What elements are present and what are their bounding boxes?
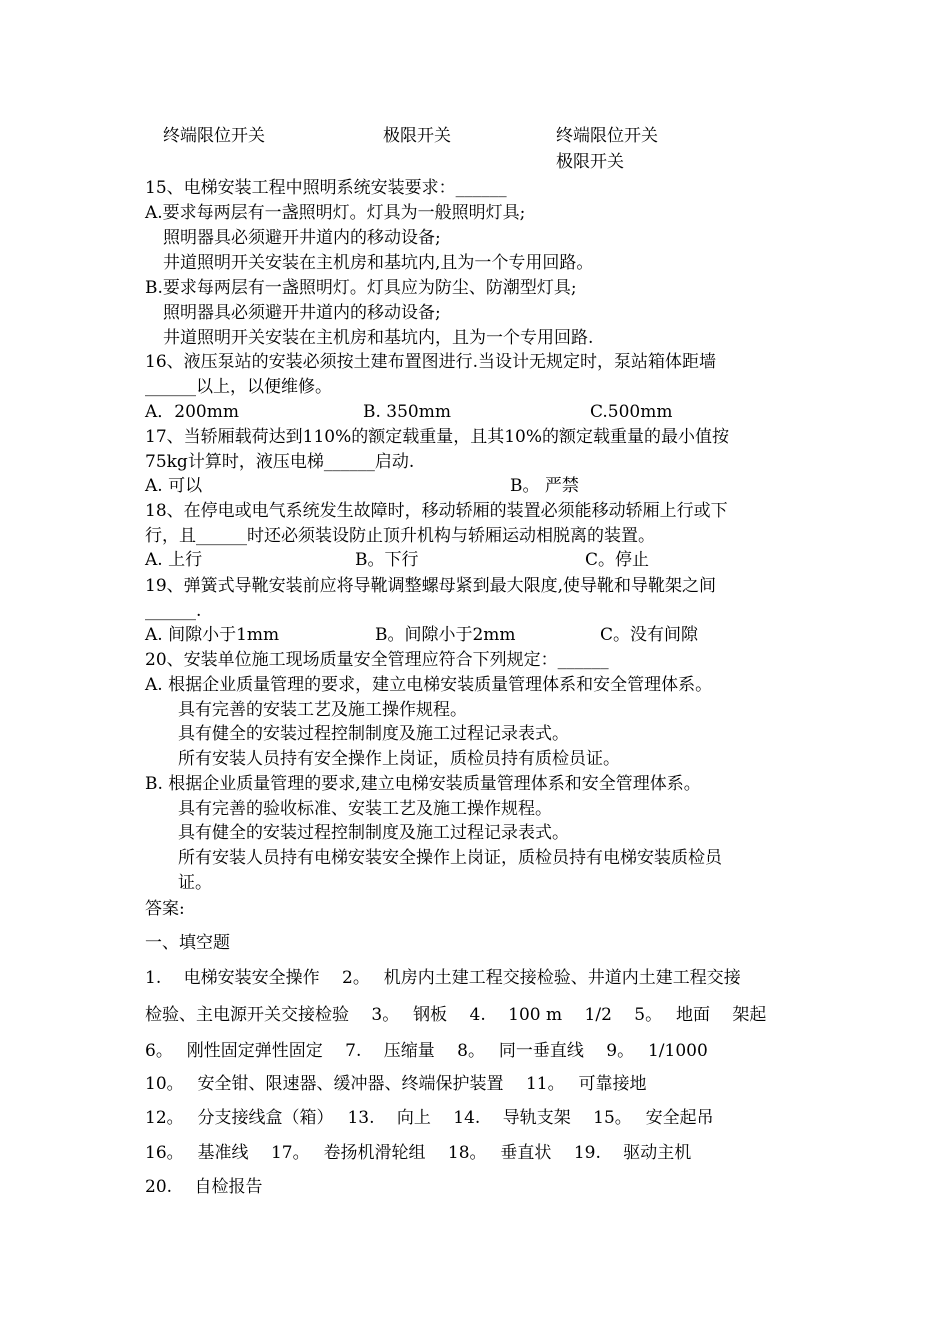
text-line: 证。 xyxy=(178,873,212,893)
text-line: A. 上行 xyxy=(145,550,203,570)
text-line: B. 350mm xyxy=(363,402,451,422)
text-line: A. 根据企业质量管理的要求，建立电梯安装质量管理体系和安全管理体系。 xyxy=(145,675,713,695)
text-line: 具有健全的安装过程控制制度及施工过程记录表式。 xyxy=(178,823,569,843)
text-line: A.要求每两层有一盏照明灯。灯具为一般照明灯具; xyxy=(145,203,526,223)
text-line: 一、填空题 xyxy=(145,933,230,953)
text-line: 10。 安全钳、限速器、缓冲器、终端保护装置 11。 可靠接地 xyxy=(145,1074,647,1094)
text-line: 15、电梯安装工程中照明系统安装要求：______ xyxy=(145,178,507,198)
text-line: ______以上，以便维修。 xyxy=(145,377,332,397)
text-line: 终端限位开关 xyxy=(556,126,658,146)
text-line: 行，且______时还必须装设防止顶升机构与轿厢运动相脱离的装置。 xyxy=(145,526,655,546)
text-line: 具有完善的验收标准、安装工艺及施工操作规程。 xyxy=(178,799,552,819)
text-line: 1. 电梯安装安全操作 2。 机房内土建工程交接检验、井道内土建工程交接 xyxy=(145,968,741,988)
text-line: C.500mm xyxy=(590,402,673,422)
text-line: 所有安装人员持有电梯安装安全操作上岗证，质检员持有电梯安装质检员 xyxy=(178,848,722,868)
text-line: A. 可以 xyxy=(145,476,203,496)
text-line: 极限开关 xyxy=(383,126,451,146)
text-line: 井道照明开关安装在主机房和基坑内，且为一个专用回路. xyxy=(163,328,594,348)
text-line: C。没有间隙 xyxy=(600,625,699,645)
text-line: C。停止 xyxy=(585,550,650,570)
text-line: B. 根据企业质量管理的要求,建立电梯安装质量管理体系和安全管理体系。 xyxy=(145,774,701,794)
text-line: 检验、主电源开关交接检验 3。 钢板 4. 100 m 1/2 5。 地面 架起 xyxy=(145,1005,767,1025)
text-line: 具有完善的安装工艺及施工操作规程。 xyxy=(178,700,467,720)
text-line: 75kg计算时，液压电梯______启动. xyxy=(145,452,415,472)
text-line: 16、液压泵站的安装必须按土建布置图进行.当设计无规定时，泵站箱体距墙 xyxy=(145,352,717,372)
text-line: B.要求每两层有一盏照明灯。灯具应为防尘、防潮型灯具; xyxy=(145,278,577,298)
text-line: B。间隙小于2mm xyxy=(375,625,516,645)
text-line: 所有安装人员持有安全操作上岗证，质检员持有质检员证。 xyxy=(178,749,620,769)
text-line: 答案: xyxy=(145,899,185,919)
text-line: 12。 分支接线盒（箱） 13. 向上 14. 导轨支架 15。 安全起吊 xyxy=(145,1108,714,1128)
text-line: A. 间隙小于1mm xyxy=(145,625,280,645)
text-line: 20、安装单位施工现场质量安全管理应符合下列规定：______ xyxy=(145,650,609,670)
text-line: 极限开关 xyxy=(556,152,624,172)
text-line: 具有健全的安装过程控制制度及施工过程记录表式。 xyxy=(178,724,569,744)
text-line: 19、弹簧式导靴安装前应将导靴调整螺母紧到最大限度,使导靴和导靴架之间 xyxy=(145,576,717,596)
text-line: ______. xyxy=(145,601,202,621)
text-line: 6。 刚性固定弹性固定 7. 压缩量 8。 同一垂直线 9。 1/1000 xyxy=(145,1041,708,1061)
text-line: 终端限位开关 xyxy=(163,126,265,146)
text-line: 照明器具必须避开井道内的移动设备; xyxy=(163,303,441,323)
text-line: B。 严禁 xyxy=(510,476,579,496)
text-line: B。下行 xyxy=(355,550,419,570)
text-line: 16。 基准线 17。 卷扬机滑轮组 18。 垂直状 19. 驱动主机 xyxy=(145,1143,692,1163)
text-line: 20. 自检报告 xyxy=(145,1177,263,1197)
text-line: A．200mm xyxy=(145,402,239,422)
text-line: 井道照明开关安装在主机房和基坑内,且为一个专用回路。 xyxy=(163,253,594,273)
text-line: 18、在停电或电气系统发生故障时，移动轿厢的装置必须能移动轿厢上行或下 xyxy=(145,501,728,521)
text-line: 17、当轿厢载荷达到110%的额定载重量，且其10%的额定载重量的最小值按 xyxy=(145,427,730,447)
text-line: 照明器具必须避开井道内的移动设备; xyxy=(163,228,441,248)
